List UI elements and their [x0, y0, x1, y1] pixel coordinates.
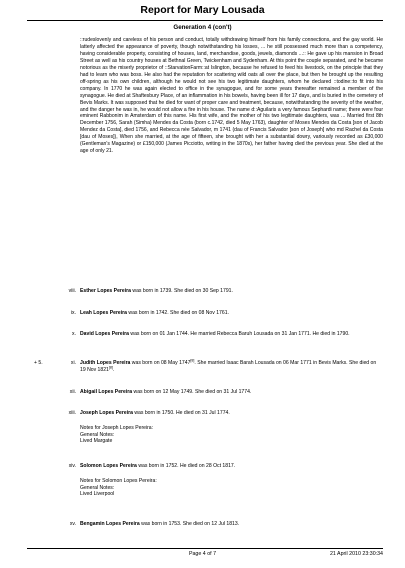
biography-text: ::rudeslovenly and careless of his person and conduct, totally withdrawing himself from his family connections, and the gay world. He latterly affected the appearance of poverty, though notwithstanding his losses, ... he still possessed much more than a competency, having considerable property, consisting of houses, land, merchandise, goods, jewels, diamonds ...:: He gave up his mansion in Broad Street as well as his country houses at Bethnal Green, Twickenham and Sydenham. At this point the couple separated, and he became notorious as the miserly proprietor of ::StarvationFarm::at Islington, because he refused to feed his livestock, on the principle that they had to learn who was boss. He also had the reputation for scattering wild oats all over the place, but then he brought up the resulting off-spring as his own children, although he would not see his two legitimate daughters, whom he declared ::todine::to fit into his company. In 1770 he was again elected to office in the synagogue, and for some years thereafter remained a member of the synagogue. He died at Shaftesbury Place, of an inflammation in his bowels, having been ill for 17 days, and is buried in the cemetery of Bevis Marks. It was supposed that he died for want of proper care and treatment, because, notwithstanding the severity of the weather, and the danger he was in, he would not allow a fire in his house. The name d::Aguilaris a very famous Sephardi name; there were four eminent Rabbonim in Amsterdam of this name. His first wife, and the mother of his two legitimate daughters, was ... Married first 8th December 1756, Sarah (Simha) Mendes da Costa (born c.1742, died 5 May 1763), daughter of Moses Mendes da Costa [son of Jacob Mendez da Costa], died 1756, and Rebecca née Salvador, m 1741 (dau of Francis Salvador [son of Joseph] who md Rachel da Costa [dau of Moses]), When she married, at the age of fifteen, she brought with her a substantial dowry, variously recorded as £30,000 (Gentleman's Magazine) or £150,000 (James Picciotto, writing in the 1870s), her father having died the previous year. She died at the age of only 21. — [80, 37, 383, 155]
entry-details: was born on 12 May 1749. She died on 31 Jul 1774. — [132, 389, 252, 395]
entry-numeral: xiii. — [68, 410, 76, 416]
person-name: Esther Lopes Pereira — [80, 288, 131, 294]
entry-text — [80, 521, 383, 528]
notes-title: Notes for Joseph Lopes Pereira: — [80, 425, 154, 431]
entry-numeral: xi. — [70, 360, 76, 366]
entry-details: was born on 01 Jan 1744. He married Rebecca Baruh Lousada on 31 Jan 1771. He died in 1790. — [128, 331, 350, 337]
source-citation[interactable]: [8] — [190, 358, 195, 363]
notes-general: General Notes: — [80, 431, 115, 438]
entry-numeral: xii. — [69, 389, 76, 395]
entry-text — [80, 463, 383, 470]
person-name: Leah Lopes Pereira — [80, 310, 127, 316]
entry-numeral: x. — [72, 331, 76, 337]
notes-block — [80, 425, 153, 445]
person-name: Solomon Lopes Pereira — [80, 463, 137, 469]
page-number: Page 4 of 7 — [188, 551, 217, 557]
notes-detail: Lived Liverpool — [80, 491, 115, 497]
entry-text — [80, 410, 383, 417]
person-name: Judith Lopes Pereira — [80, 360, 131, 366]
notes-general: General Notes: — [80, 484, 115, 491]
entry-text — [80, 331, 383, 338]
footer-rule — [27, 548, 383, 549]
person-name: David Lopes Pereira — [80, 331, 129, 337]
header-rule — [27, 20, 383, 21]
person-name: Abigail Lopes Pereira — [80, 389, 133, 395]
entry-details: was born in 1742. She died on 08 Nov 1761. — [127, 310, 229, 316]
entry-details: . She married Isaac Barah Lousada on 06 Mar 1771 in Bevis Marks. She died on 19 Nov 1821 — [80, 360, 377, 373]
entry-numeral: xv. — [69, 521, 76, 527]
entry-details: . — [112, 366, 115, 373]
entry-details: was born in 1739. She died on 30 Sep 1791. — [130, 288, 233, 294]
entry-text — [80, 360, 383, 373]
notes-detail: Lived Margate — [80, 438, 113, 444]
entry-text — [80, 389, 383, 396]
report-title: Report for Mary Lousada — [140, 4, 265, 16]
entry-details: was born in 1750. He died on 31 Jul 1774. — [132, 410, 230, 416]
entry-details: was born on 08 May 1747 — [130, 360, 191, 366]
entry-text — [80, 288, 383, 295]
entry-text — [80, 310, 383, 317]
generation-heading: Generation 4 (con't) — [173, 24, 232, 31]
notes-block — [80, 478, 157, 498]
person-name: Joseph Lopes Pereira — [80, 410, 133, 416]
entry-numeral: viii. — [68, 288, 76, 294]
entry-details: was born in 1753. She died on 12 Jul 1813. — [139, 521, 240, 527]
report-date: 21 April 2010 23:30:34 — [329, 551, 383, 557]
descendant-marker: + 5. — [34, 360, 43, 366]
entry-numeral: xiv. — [68, 463, 76, 469]
source-citation[interactable]: [8] — [108, 364, 113, 369]
person-name: Bengamin Lopes Pereira — [80, 521, 140, 527]
notes-title: Notes for Solomon Lopes Pereira: — [80, 478, 157, 484]
entry-details: was born in 1752. He died on 28 Oct 1817. — [136, 463, 236, 469]
entry-numeral: ix. — [70, 310, 76, 316]
